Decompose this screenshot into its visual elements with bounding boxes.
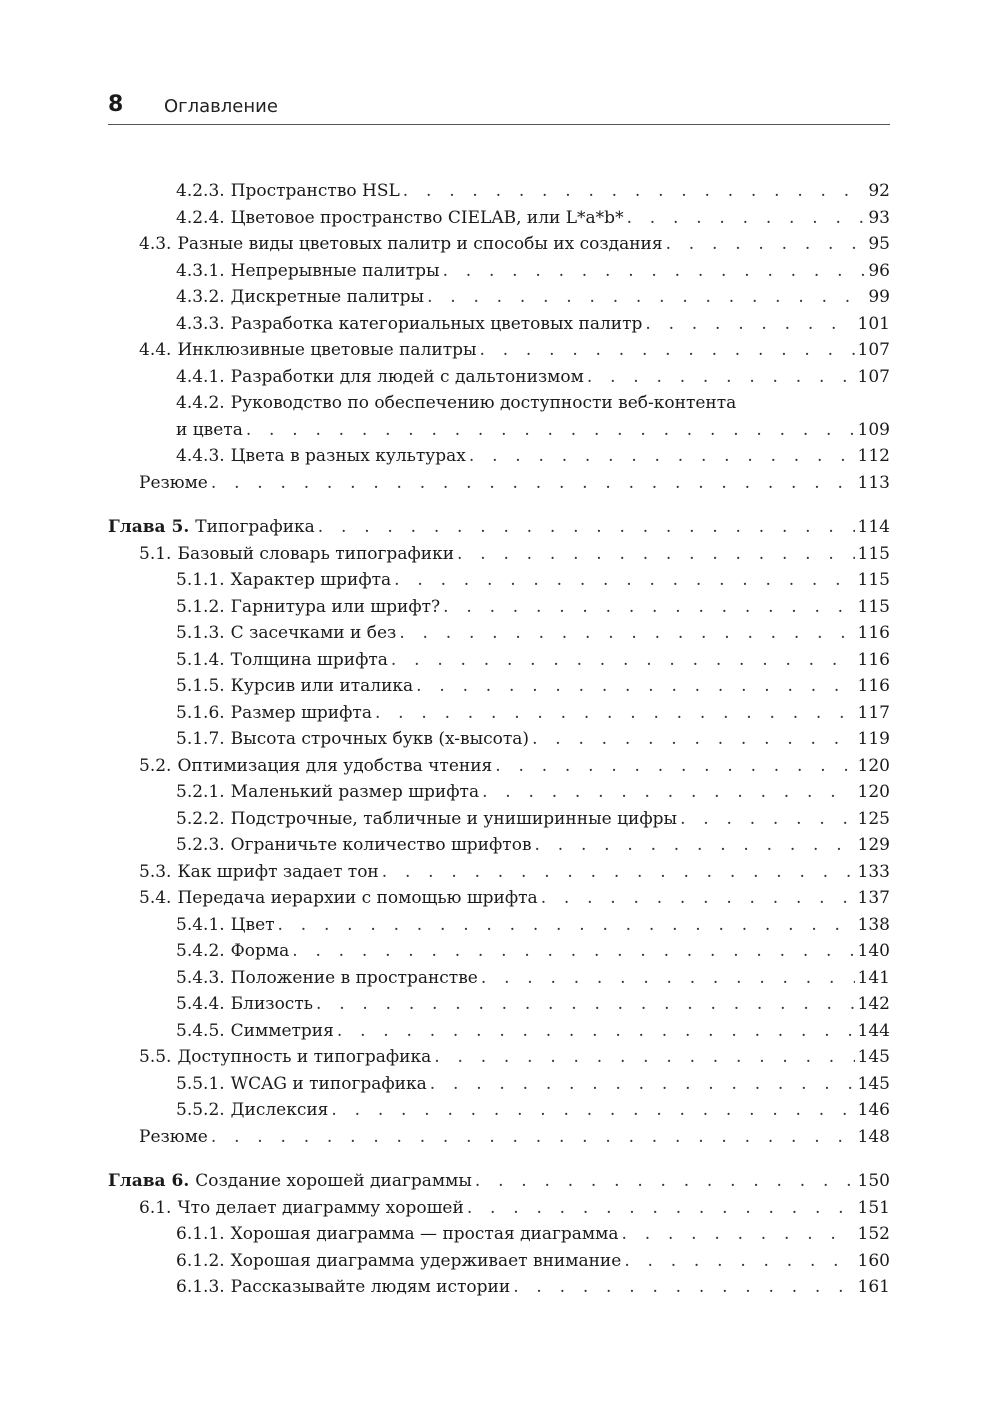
toc-entry-title: Резюме — [139, 1126, 208, 1147]
toc-entry-title: Хорошая диаграмма — простая диаграмма — [230, 1224, 619, 1244]
toc-entry-page: 142 — [857, 994, 890, 1014]
dot-leader — [532, 726, 854, 753]
dot-leader — [331, 1097, 854, 1124]
toc-entry-page: 145 — [857, 1047, 890, 1067]
toc-entry-number: 4.4.2. — [176, 393, 225, 413]
dot-leader — [278, 912, 855, 939]
toc-entry — [108, 1248, 890, 1275]
toc-entry — [108, 912, 890, 939]
toc-entry-title: Цвет — [230, 914, 275, 935]
toc-entry-page: 138 — [857, 914, 890, 935]
dot-leader — [627, 205, 866, 232]
toc-entry-page: 116 — [857, 649, 890, 670]
toc-entry-number: Глава 5. — [108, 517, 190, 537]
toc-entry — [108, 1124, 890, 1151]
toc-entry-page: 140 — [857, 941, 890, 961]
toc-entry — [108, 1018, 890, 1045]
toc-entry-title: Резюме — [139, 472, 208, 493]
dot-leader — [622, 1221, 855, 1248]
toc-entry-page: 109 — [857, 419, 890, 440]
toc-entry-number: 5.1.4. — [176, 649, 225, 670]
toc-chapter — [108, 514, 890, 541]
toc-entry — [108, 885, 890, 912]
toc-entry-page: 141 — [857, 967, 890, 988]
dot-leader — [666, 231, 866, 258]
toc-entry — [108, 390, 890, 417]
toc-entry-page: 95 — [868, 234, 890, 254]
toc-entry-page: 137 — [857, 888, 890, 908]
toc-entry-title: Базовый словарь типографики — [177, 543, 455, 564]
toc-entry-page: 145 — [857, 1073, 890, 1094]
toc-entry-page: 101 — [857, 313, 890, 334]
toc-entry-title: Инклюзивные цветовые палитры — [177, 340, 477, 360]
dot-leader — [541, 885, 855, 912]
toc-entry — [108, 938, 890, 965]
dot-leader — [246, 417, 855, 444]
toc-entry-page: 150 — [857, 1171, 890, 1191]
toc-entry-title: Размер шрифта — [230, 702, 372, 723]
dot-leader — [475, 1168, 855, 1195]
toc-entry-page: 117 — [857, 702, 890, 723]
toc-entry — [108, 753, 890, 780]
toc-entry-title: Форма — [230, 941, 290, 961]
toc-entry-number: 5.4. — [139, 888, 172, 908]
toc-entry-title: Разработка категориальных цветовых палитр — [230, 313, 643, 334]
toc-entry-page: 112 — [857, 446, 890, 466]
toc-entry-page: 144 — [857, 1020, 890, 1041]
toc-entry-title: WCAG и типографика — [230, 1073, 427, 1094]
toc-entry-title: Создание хорошей диаграммы — [195, 1171, 472, 1191]
toc-entry-title: Высота строчных букв (x-высота) — [230, 729, 530, 749]
toc-entry-page: 160 — [857, 1250, 890, 1271]
toc-entry — [108, 1195, 890, 1222]
toc-entry-page: 161 — [857, 1277, 890, 1297]
toc-entry-title: Дислексия — [230, 1100, 329, 1120]
toc-entry — [108, 364, 890, 391]
dot-leader — [535, 832, 855, 859]
toc-entry-title: Оптимизация для удобства чтения — [177, 755, 493, 776]
toc-entry-number: 5.2.1. — [176, 782, 225, 802]
toc-entry-number: 4.3.2. — [176, 287, 225, 307]
dot-leader — [467, 1195, 855, 1222]
toc-entry — [108, 647, 890, 674]
toc-entry-number: 5.4.4. — [176, 994, 225, 1014]
toc-entry-title: Гарнитура или шрифт? — [230, 596, 441, 617]
page-number: 8 — [108, 92, 124, 117]
toc-entry-page: 93 — [868, 207, 890, 228]
toc-entry-number: 5.2. — [139, 755, 172, 776]
toc-entry — [108, 337, 890, 364]
toc-entry-number: 4.4. — [139, 340, 172, 360]
toc-entry-title: Разработки для людей с дальтонизмом — [230, 366, 584, 387]
toc-entry — [108, 178, 890, 205]
toc-entry-number: 5.4.5. — [176, 1020, 225, 1041]
toc-entry — [108, 859, 890, 886]
dot-leader — [391, 647, 855, 674]
toc-entry — [108, 443, 890, 470]
dot-leader — [394, 567, 854, 594]
toc-entry — [108, 806, 890, 833]
toc-entry — [108, 311, 890, 338]
toc-entry-title: Характер шрифта — [230, 570, 392, 590]
toc-entry-page: 129 — [857, 835, 890, 855]
toc-entry-page: 146 — [857, 1100, 890, 1120]
toc-entry-title: Подстрочные, табличные и униширинные цифры — [230, 808, 678, 829]
toc-entry-title: Руководство по обеспечению доступности веб-контента — [230, 393, 737, 413]
toc-entry — [108, 1097, 890, 1124]
toc-entry-number: 5.1.1. — [176, 570, 225, 590]
toc-entry-page: 107 — [857, 366, 890, 387]
dot-leader — [399, 620, 854, 647]
toc-entry-page: 116 — [857, 623, 890, 643]
dot-leader — [443, 594, 854, 621]
toc-entry-number: 6.1.1. — [176, 1224, 225, 1244]
dot-leader — [480, 337, 855, 364]
toc-entry — [108, 726, 890, 753]
toc-entry-page: 96 — [868, 260, 890, 281]
toc-entry-title-continuation: и цвета — [176, 419, 243, 440]
toc-entry-page: 114 — [857, 517, 890, 537]
toc-entry-number: 5.1.2. — [176, 596, 225, 617]
dot-leader — [430, 1071, 855, 1098]
toc-entry-page: 120 — [857, 782, 890, 802]
toc-entry — [108, 541, 890, 568]
toc-entry-title: Толщина шрифта — [230, 649, 388, 670]
toc-entry-number: 5.1.5. — [176, 676, 225, 696]
toc-entry-title: Цвета в разных культурах — [230, 446, 466, 466]
toc-entry — [108, 205, 890, 232]
toc-entry — [108, 258, 890, 285]
toc-entry-page: 119 — [857, 729, 890, 749]
toc-entry-number: 5.2.2. — [176, 808, 225, 829]
toc-entry-title: Ограничьте количество шрифтов — [230, 835, 532, 855]
toc-entry — [108, 620, 890, 647]
toc-entry — [108, 1221, 890, 1248]
running-title: Оглавление — [164, 96, 278, 117]
toc-entry-number: Глава 6. — [108, 1171, 190, 1191]
toc-entry-number: 4.4.3. — [176, 446, 225, 466]
dot-leader — [434, 1044, 854, 1071]
toc-entry-number: 4.3. — [139, 234, 172, 254]
toc-entry — [108, 991, 890, 1018]
toc-entry-number: 5.1.3. — [176, 623, 225, 643]
toc-entry-number: 5.2.3. — [176, 835, 225, 855]
toc-entry — [108, 700, 890, 727]
dot-leader — [211, 1124, 855, 1151]
toc-entry-number: 5.1. — [139, 543, 172, 564]
toc-entry-title: Что делает диаграмму хорошей — [177, 1197, 464, 1218]
toc-entry — [108, 284, 890, 311]
toc-entry — [108, 567, 890, 594]
toc-entry-title: Разные виды цветовых палитр и способы их создания — [177, 234, 663, 254]
toc-entry-continuation — [108, 417, 890, 444]
toc-entry-title: Как шрифт задает тон — [177, 861, 379, 882]
dot-leader — [624, 1248, 854, 1275]
toc-entry-number: 5.3. — [139, 861, 172, 882]
toc-entry-number: 5.4.2. — [176, 941, 225, 961]
toc-entry-number: 4.2.4. — [176, 207, 225, 228]
toc-entry — [108, 1274, 890, 1301]
toc-chapter — [108, 1168, 890, 1195]
toc-entry-title: Непрерывные палитры — [230, 260, 440, 281]
toc-entry-number: 5.1.7. — [176, 729, 225, 749]
toc-entry — [108, 231, 890, 258]
toc-entry-title: Симметрия — [230, 1020, 334, 1041]
toc-entry-title: С засечками и без — [230, 623, 397, 643]
dot-leader — [443, 258, 866, 285]
toc-entry-number: 6.1.2. — [176, 1250, 225, 1271]
toc-entry-number: 6.1. — [139, 1197, 172, 1218]
toc-entry-page: 115 — [857, 570, 890, 590]
dot-leader — [316, 991, 855, 1018]
toc-entry — [108, 965, 890, 992]
toc-entry-page: 92 — [868, 181, 890, 201]
toc-entry-page: 152 — [857, 1224, 890, 1244]
toc-entry-page: 125 — [857, 808, 890, 829]
toc-entry-page: 99 — [868, 287, 890, 307]
dot-leader — [382, 859, 855, 886]
dot-leader — [481, 965, 855, 992]
toc-entry-title: Курсив или италика — [230, 676, 414, 696]
table-of-contents — [108, 178, 890, 1301]
toc-entry-title: Близость — [230, 994, 313, 1014]
dot-leader — [680, 806, 854, 833]
toc-entry-page: 120 — [857, 755, 890, 776]
toc-entry-number: 6.1.3. — [176, 1277, 225, 1297]
toc-entry — [108, 1044, 890, 1071]
dot-leader — [375, 700, 855, 727]
dot-leader — [337, 1018, 855, 1045]
toc-entry-number: 4.4.1. — [176, 366, 225, 387]
toc-entry-page: 116 — [857, 676, 890, 696]
toc-entry-title: Рассказывайте людям истории — [230, 1277, 511, 1297]
toc-entry-number: 5.5. — [139, 1047, 172, 1067]
toc-entry-page: 151 — [857, 1197, 890, 1218]
toc-entry-title: Положение в пространстве — [230, 967, 478, 988]
toc-entry — [108, 1071, 890, 1098]
toc-entry-number: 5.1.6. — [176, 702, 225, 723]
toc-entry-page: 115 — [857, 543, 890, 564]
toc-entry-page: 107 — [857, 340, 890, 360]
dot-leader — [427, 284, 865, 311]
dot-leader — [457, 541, 855, 568]
toc-entry-number: 4.3.3. — [176, 313, 225, 334]
toc-entry-page: 115 — [857, 596, 890, 617]
toc-entry — [108, 470, 890, 497]
page-header — [108, 92, 890, 125]
toc-entry — [108, 594, 890, 621]
toc-entry-number: 5.4.3. — [176, 967, 225, 988]
toc-entry-number: 4.3.1. — [176, 260, 225, 281]
dot-leader — [645, 311, 854, 338]
toc-entry-title: Хорошая диаграмма удерживает внимание — [230, 1250, 622, 1271]
dot-leader — [469, 443, 855, 470]
toc-entry-title: Доступность и типографика — [177, 1047, 432, 1067]
dot-leader — [482, 779, 854, 806]
dot-leader — [211, 470, 855, 497]
toc-entry-page: 133 — [857, 861, 890, 882]
toc-entry-number: 5.4.1. — [176, 914, 225, 935]
toc-entry-number: 5.5.2. — [176, 1100, 225, 1120]
toc-entry-title: Типографика — [195, 517, 315, 537]
toc-entry-number: 4.2.3. — [176, 181, 225, 201]
toc-entry-title: Дискретные палитры — [230, 287, 425, 307]
dot-leader — [513, 1274, 854, 1301]
toc-entry — [108, 673, 890, 700]
toc-entry-page: 113 — [857, 472, 890, 493]
dot-leader — [416, 673, 854, 700]
dot-leader — [318, 514, 855, 541]
dot-leader — [587, 364, 855, 391]
dot-leader — [495, 753, 854, 780]
toc-entry-number: 5.5.1. — [176, 1073, 225, 1094]
toc-entry-title: Маленький размер шрифта — [230, 782, 480, 802]
toc-entry-title: Цветовое пространство CIELAB, или L*a*b* — [230, 207, 624, 228]
dot-leader — [292, 938, 854, 965]
toc-entry — [108, 832, 890, 859]
toc-entry-page: 148 — [857, 1126, 890, 1147]
toc-entry-title: Передача иерархии с помощью шрифта — [177, 888, 538, 908]
toc-entry — [108, 779, 890, 806]
dot-leader — [403, 178, 866, 205]
toc-entry-title: Пространство HSL — [230, 181, 400, 201]
